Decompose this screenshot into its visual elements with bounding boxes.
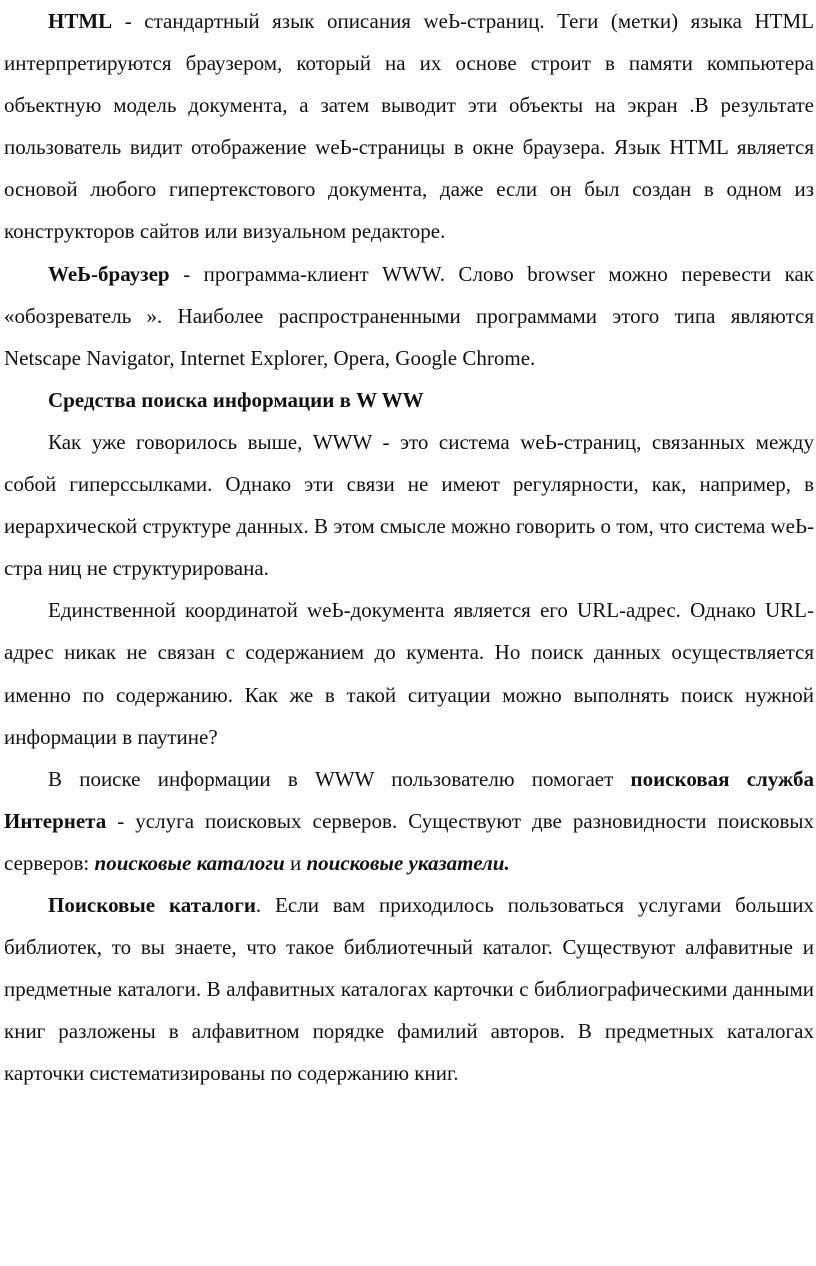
paragraph-search-service: [4, 758, 814, 884]
paragraph-browser-definition: [4, 253, 814, 379]
paragraph-html-definition: [4, 0, 814, 253]
term-search-catalogs: поисковые каталоги: [94, 850, 285, 875]
search-service-middle: - услуга поисковых серверов. Существуют две разновидности поисковых серверов:: [4, 808, 814, 875]
term-html: HTML: [48, 9, 113, 33]
paragraph-catalogs-text: . Если вам приходилось пользоваться услугами больших библиотек, то вы знаете, что такое библиотечный каталог. Существуют алфавитные и предметные каталоги. В алфавитных каталогах карточки с библиографическими данными книг разложены в алфавитном порядке фамилий авторов. В предметных каталогах карточки систематизированы по содержанию книг.: [4, 892, 814, 1086]
section-heading: Средства поиска информации в W WW: [48, 387, 424, 412]
term-web-browser: WeЬ-браузер: [48, 261, 170, 286]
paragraph-search-catalogs: [4, 884, 814, 1094]
paragraph-html-text: - стандартный язык описания weЬ-страниц. Теги (метки) языка HTML интерпретируются браузером, который на их основе строит в памяти компьютера объектную модель документа, а затем выводит эти объекты на экран .В результате пользователь видит отображение weЬ-страницы в окне браузера. Язык HTML является основой любого гипертекстового документа, даже если он был создан в одном из конструкторов сайтов или визуальном редакторе.: [4, 9, 814, 244]
search-service-conj: и: [284, 850, 307, 875]
term-search-indexes: поисковые указатели.: [306, 850, 510, 875]
search-service-intro: В поиске информации в WWW пользователю помогает: [48, 766, 631, 791]
term-catalogs: Поисковые каталоги: [48, 892, 256, 917]
paragraph-url-address: Единственной координатой weЬ-документа является его URL-адрес. Однако URL-адрес никак не связан с содержанием до кумента. Но поиск данных осуществляется именно по содержанию. Как же в такой ситуации можно выполнять поиск нужной информации в паутине?: [4, 598, 814, 749]
paragraph-browser-text: - программа-клиент WWW. Слово browser можно перевести как «обозреватель ». Наиболее распространенными программами этого типа являются Netscape Navigator, Internet Explorer, Opera, Google Chrome.: [4, 261, 814, 370]
paragraph-www-structure: Как уже говорилось выше, WWW - это система weЬ-страниц, связанных между собой гиперссылками. Однако эти связи не имеют регулярности, как, например, в иерархической структуре данных. В этом смысле можно говорить о том, что система weЬ-стра ниц не структурирована.: [4, 429, 814, 581]
term-search-service: поисковая служба Интернета: [4, 766, 814, 833]
